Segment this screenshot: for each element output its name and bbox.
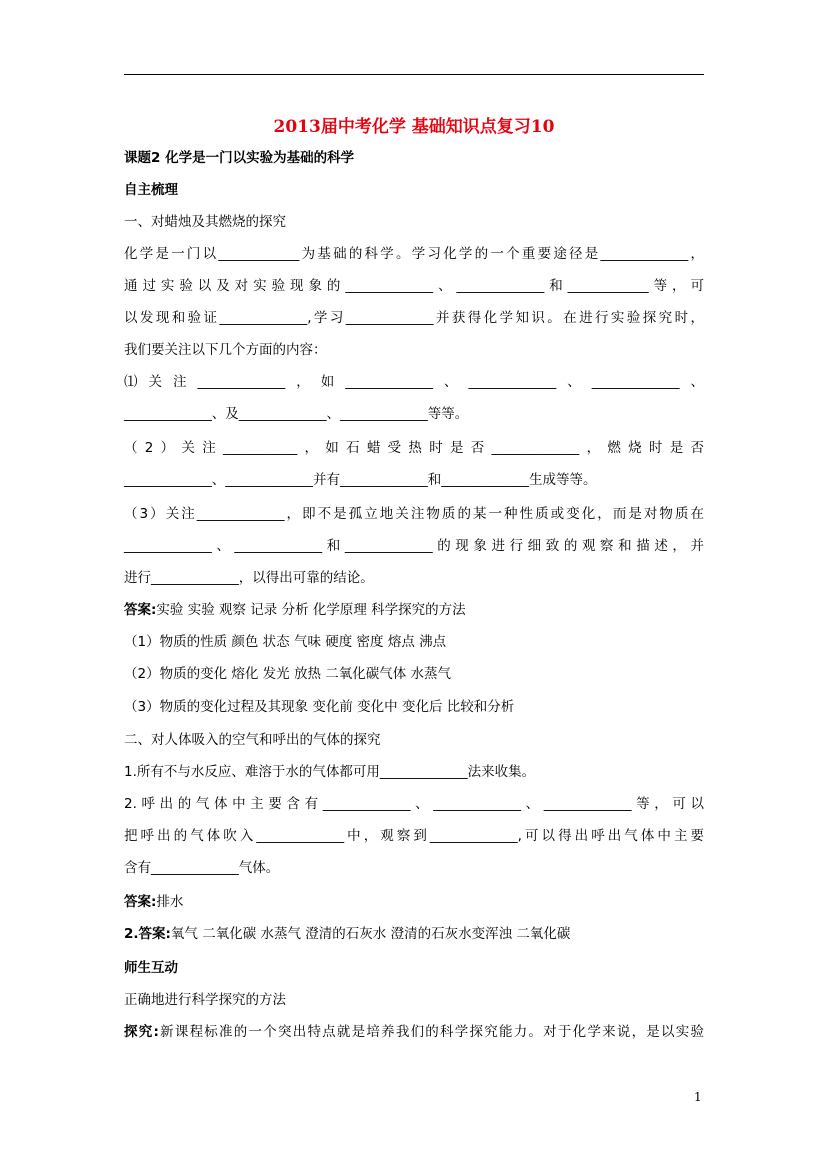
line-text: 把呼出的气体吹入_____________中，观察到_____________,可以得出呼出气体中主要 — [124, 828, 704, 844]
line-text: 含有_____________气体。 — [124, 860, 280, 876]
text-line — [124, 276, 704, 296]
answer-label: 2.答案: — [124, 926, 171, 942]
text-line — [124, 924, 704, 944]
line-text: 我们要关注以下几个方面的内容： — [124, 342, 327, 358]
header-rule — [124, 74, 704, 75]
text-line — [124, 180, 704, 200]
line-text: 2.呼出的气体中主要含有_____________、_____________、_____________等，可以 — [124, 796, 704, 812]
line-text: 1.所有不与水反应、难溶于水的气体都可用_____________法来收集。 — [124, 764, 536, 780]
line-text: 师生互动 — [124, 960, 178, 976]
text-line — [124, 697, 704, 717]
line-text: 一、对蜡烛及其燃烧的探究 — [124, 214, 286, 230]
text-line — [124, 794, 704, 814]
line-text: 课题2 化学是一门以实验为基础的科学 — [124, 150, 355, 166]
text-line — [124, 1022, 704, 1042]
text-line — [124, 664, 704, 684]
line-text: 化学是一门以____________为基础的科学。学习化学的一个重要途径是_____________， — [124, 246, 704, 262]
text-line — [124, 858, 704, 878]
text-line — [124, 148, 704, 168]
line-text: 实验 实验 观察 记录 分析 化学原理 科学探究的方法 — [156, 602, 466, 618]
line-text: 氧气 二氧化碳 水蒸气 澄清的石灰水 澄清的石灰水变浑浊 二氧化碳 — [170, 926, 571, 942]
text-line — [124, 372, 704, 392]
text-line — [124, 536, 704, 556]
line-text: （3）物质的变化过程及其现象 变化前 变化中 变化后 比较和分析 — [124, 699, 515, 715]
page-number: 1 — [694, 1090, 702, 1104]
line-text: _____________、及_____________、_____________等等。 — [124, 406, 469, 422]
line-text: 二、对人体吸入的空气和呼出的气体的探究 — [124, 732, 381, 748]
line-text: （3）关注_____________，即不是孤立地关注物质的某一种性质或变化，而是对物质在 — [124, 506, 704, 522]
text-line — [124, 404, 704, 424]
line-text: 正确地进行科学探究的方法 — [124, 992, 286, 1008]
text-line — [124, 568, 704, 588]
text-line — [124, 990, 704, 1010]
answer-label: 答案: — [124, 602, 157, 618]
line-text: 通过实验以及对实验现象的_____________、_____________和____________等，可 — [124, 278, 704, 294]
answer-label: 答案: — [124, 894, 157, 910]
line-text: _____________、_____________和_____________的现象进行细致的观察和描述，并 — [124, 538, 704, 554]
text-line — [124, 762, 704, 782]
text-line — [124, 826, 704, 846]
text-line — [124, 632, 704, 652]
text-line — [124, 340, 704, 360]
text-line — [124, 308, 704, 328]
line-text: （1）物质的性质 颜色 状态 气味 硬度 密度 熔点 沸点 — [124, 634, 447, 650]
text-line — [124, 958, 704, 978]
line-text: 新课程标准的一个突出特点就是培养我们的科学探究能力。对于化学来说，是以实验 — [158, 1024, 705, 1040]
text-line — [124, 892, 704, 912]
line-text: _____________、_____________并有_____________和_____________生成等等。 — [124, 472, 597, 488]
text-line — [124, 504, 704, 524]
answer-label: 探究: — [124, 1024, 159, 1040]
line-text: 排水 — [156, 894, 184, 910]
line-text: （2）关注___________，如石蜡受热时是否_____________，燃烧时是否 — [124, 440, 704, 456]
line-text: 进行_____________，以得出可靠的结论。 — [124, 570, 374, 586]
document-title: 2013届中考化学 基础知识点复习10 — [273, 117, 555, 137]
text-line — [124, 470, 704, 490]
line-text: 以发现和验证_____________,学习_____________并获得化学知识。在进行实验探究时， — [124, 310, 704, 326]
text-line — [124, 730, 704, 750]
text-line — [124, 244, 704, 264]
line-text: 自主梳理 — [124, 182, 178, 198]
text-line — [124, 600, 704, 620]
line-text: （2）物质的变化 熔化 发光 放热 二氧化碳气体 水蒸气 — [124, 666, 452, 682]
text-line — [124, 212, 704, 232]
text-line — [124, 438, 704, 458]
line-text: ⑴关注_____________，如_____________、_____________、_____________、 — [124, 374, 704, 390]
